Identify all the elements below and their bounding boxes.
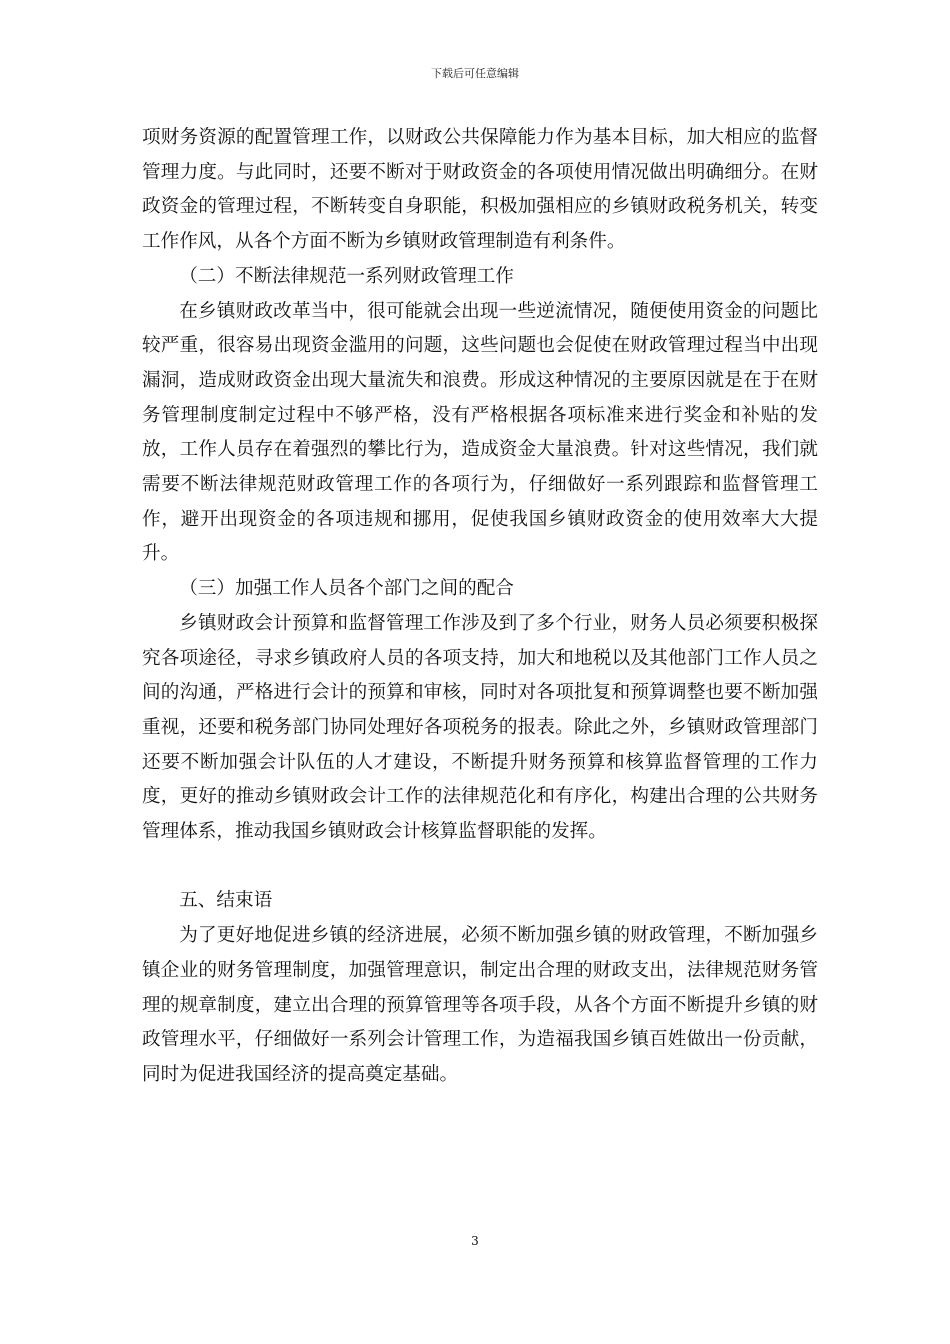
paragraph-section-2: 在乡镇财政改革当中，很可能就会出现一些逆流情况，随便使用资金的问题比较严重，很容易出现资金滥用的问题，这些问题也会促使在财政管理过程当中出现漏洞，造成财政资金出现大量流失和浪费。形成这种情况的主要原因就是在于在财务管理制度制定过程中不够严格，没有严格根据各项标准来进行奖金和补贴的发放，工作人员存在着强烈的攀比行为，造成资金大量浪费。针对这些情况，我们就需要不断法律规范财政管理工作的各项行为，仔细做好一系列跟踪和监督管理工作，避开出现资金的各项违规和挪用，促使我国乡镇财政资金的使用效率大大提升。	[142, 300, 818, 565]
section-heading-2: （二）不断法律规范一系列财政管理工作	[179, 265, 514, 287]
page-number: 3	[471, 1234, 479, 1248]
section-spacer	[142, 850, 818, 885]
document-body	[142, 121, 818, 1093]
page-header: 下载后可任意编辑	[431, 67, 519, 80]
section-heading-5: 五、结束语	[179, 890, 273, 912]
paragraph-section-3: 乡镇财政会计预算和监督管理工作涉及到了多个行业，财务人员必须要积极探究各项途径，寻求乡镇政府人员的各项支持，加大和地税以及其他部门工作人员之间的沟通，严格进行会计的预算和审核，同时对各项批复和预算调整也要不断加强重视，还要和税务部门协同处理好各项税务的报表。除此之外，乡镇财政管理部门还要不断加强会计队伍的人才建设，不断提升财务预算和核算监督管理的工作力度，更好的推动乡镇财政会计工作的法律规范化和有序化，构建出合理的公共财务管理体系，推动我国乡镇财政会计核算监督职能的发挥。	[142, 612, 818, 843]
paragraph-conclusion: 为了更好地促进乡镇的经济进展，必须不断加强乡镇的财政管理，不断加强乡镇企业的财务管理制度，加强管理意识，制定出合理的财政支出，法律规范财务管理的规章制度，建立出合理的预算管理等各项手段，从各个方面不断提升乡镇的财政管理水平，仔细做好一系列会计管理工作，为造福我国乡镇百姓做出一份贡献，同时为促进我国经济的提高奠定基础。	[142, 925, 818, 1085]
section-heading-3: （三）加强工作人员各个部门之间的配合	[179, 578, 514, 600]
paragraph-continuation: 项财务资源的配置管理工作，以财政公共保障能力作为基本目标，加大相应的监督管理力度。与此同时，还要不断对于财政资金的各项使用情况做出明确细分。在财政资金的管理过程，不断转变自身职能，积极加强相应的乡镇财政税务机关，转变工作作风，从各个方面不断为乡镇财政管理制造有利条件。	[142, 127, 818, 253]
